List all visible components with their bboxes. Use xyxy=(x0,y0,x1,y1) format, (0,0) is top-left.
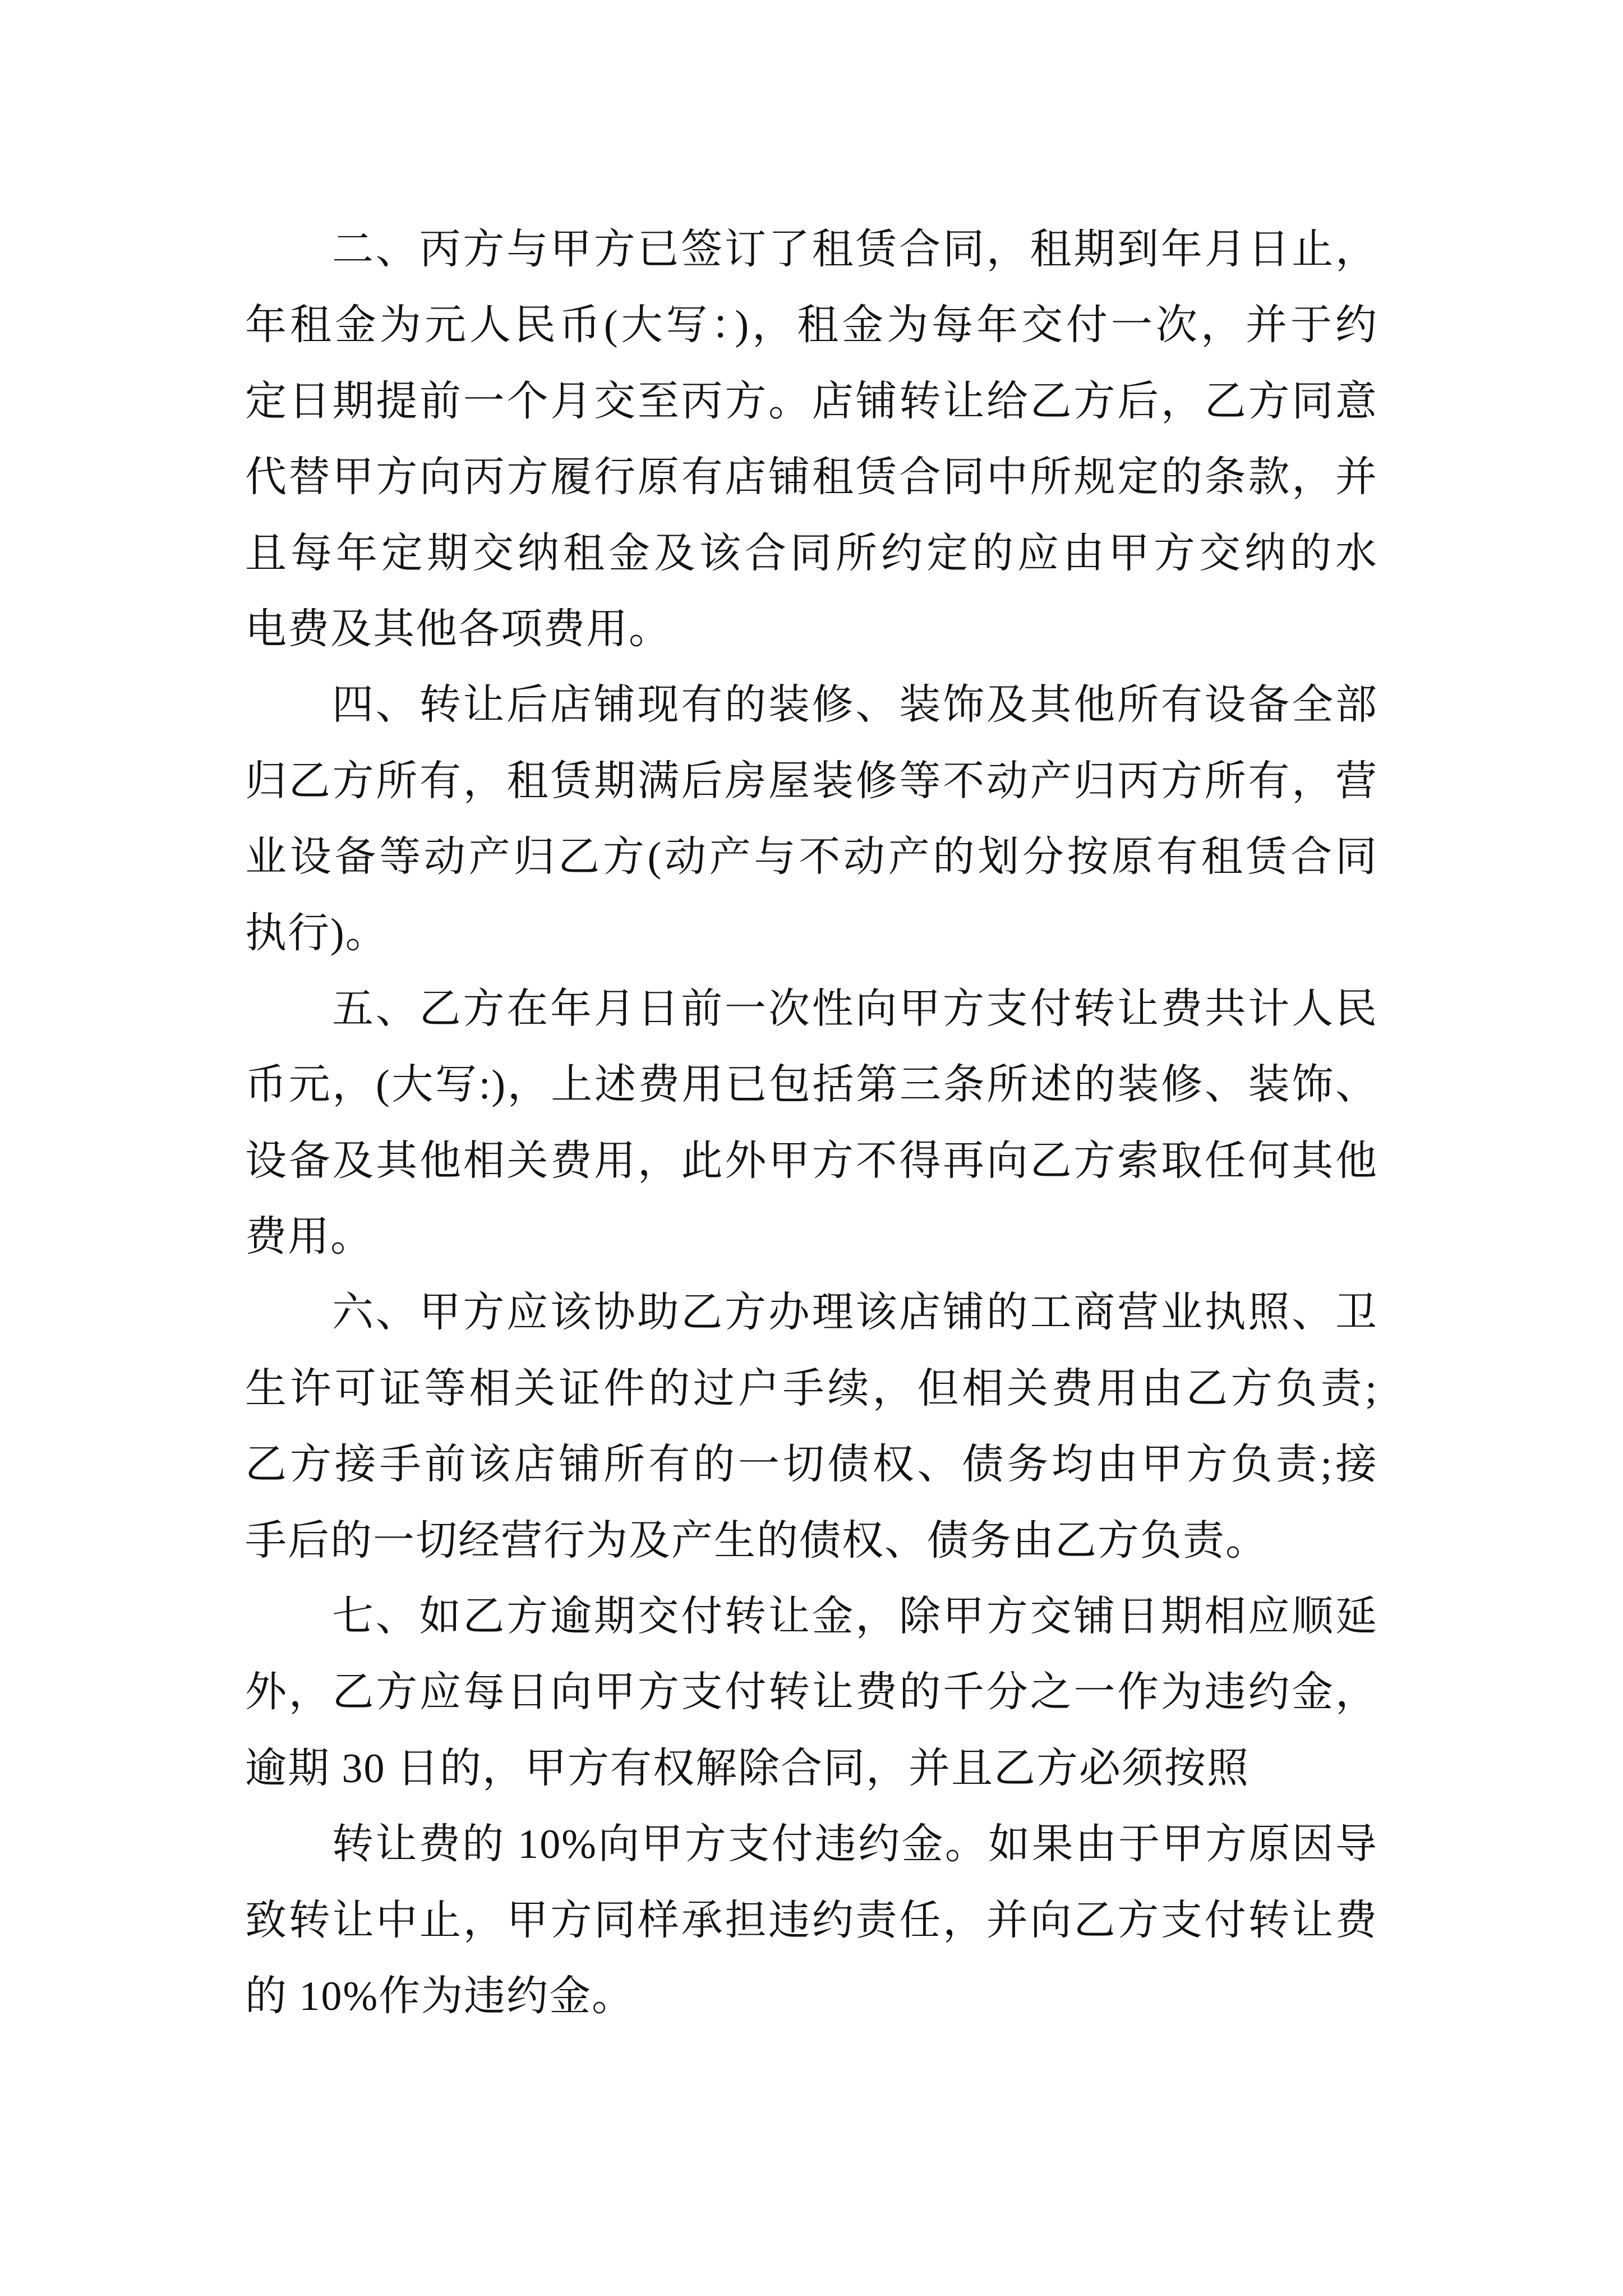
text-line: 六、甲方应该协助乙方办理该店铺的工商营业执照、卫 xyxy=(332,1290,1378,1336)
text-line: 四、转让后店铺现有的装修、装饰及其他所有设备全部 xyxy=(332,682,1378,729)
text-line: 代替甲方向丙方履行原有店铺租赁合同中所规定的条款，并 xyxy=(245,454,1378,501)
text-line: 归乙方所有，租赁期满后房屋装修等不动产归丙方所有，营 xyxy=(245,758,1378,804)
text-line: 且每年定期交纳租金及该合同所约定的应由甲方交纳的水 xyxy=(245,530,1378,577)
text-line: 费用。 xyxy=(245,1214,373,1260)
text-line: 的 10%作为违约金。 xyxy=(245,1973,635,2019)
clause-7-paragraph xyxy=(245,1579,1378,1807)
clause-4-paragraph xyxy=(245,668,1378,972)
text-line: 设备及其他相关费用，此外甲方不得再向乙方索取任何其他 xyxy=(245,1138,1378,1184)
text-line: 定日期提前一个月交至丙方。店铺转让给乙方后，乙方同意 xyxy=(245,378,1378,425)
document-body xyxy=(245,212,1378,2035)
text-line: 业设备等动产归乙方(动产与不动产的划分按原有租赁合同 xyxy=(245,834,1378,881)
text-line: 逾期 30 日的，甲方有权解除合同，并且乙方必须按照 xyxy=(245,1745,1249,1792)
text-line: 致转让中止，甲方同样承担违约责任，并向乙方支付转让费 xyxy=(245,1897,1378,1944)
text-line: 生许可证等相关证件的过户手续，但相关费用由乙方负责; xyxy=(245,1365,1378,1412)
text-line: 电费及其他各项费用。 xyxy=(245,606,671,652)
text-line: 乙方接手前该店铺所有的一切债权、债务均由甲方负责;接 xyxy=(245,1442,1378,1488)
text-line: 二、丙方与甲方已签订了租赁合同，租期到年月日止， xyxy=(332,227,1378,273)
clause-6-paragraph xyxy=(245,1275,1378,1579)
text-line: 五、乙方在年月日前一次性向甲方支付转让费共计人民 xyxy=(332,986,1378,1032)
clause-2-paragraph xyxy=(245,212,1378,668)
text-line: 七、如乙方逾期交付转让金，除甲方交铺日期相应顺延 xyxy=(332,1594,1378,1640)
clause-5-paragraph xyxy=(245,972,1378,1276)
text-line: 外，乙方应每日向甲方支付转让费的千分之一作为违约金， xyxy=(245,1669,1378,1716)
clause-7-continuation-paragraph xyxy=(245,1807,1378,2035)
text-line: 币元，(大写:)，上述费用已包括第三条所述的装修、装饰、 xyxy=(245,1062,1378,1108)
text-line: 转让费的 10%向甲方支付违约金。如果由于甲方原因导 xyxy=(332,1821,1378,1868)
text-line: 执行)。 xyxy=(245,910,388,956)
text-line: 手后的一切经营行为及产生的债权、债务由乙方负责。 xyxy=(245,1517,1268,1564)
text-line: 年租金为元人民币(大写：)，租金为每年交付一次，并于约 xyxy=(245,302,1378,349)
